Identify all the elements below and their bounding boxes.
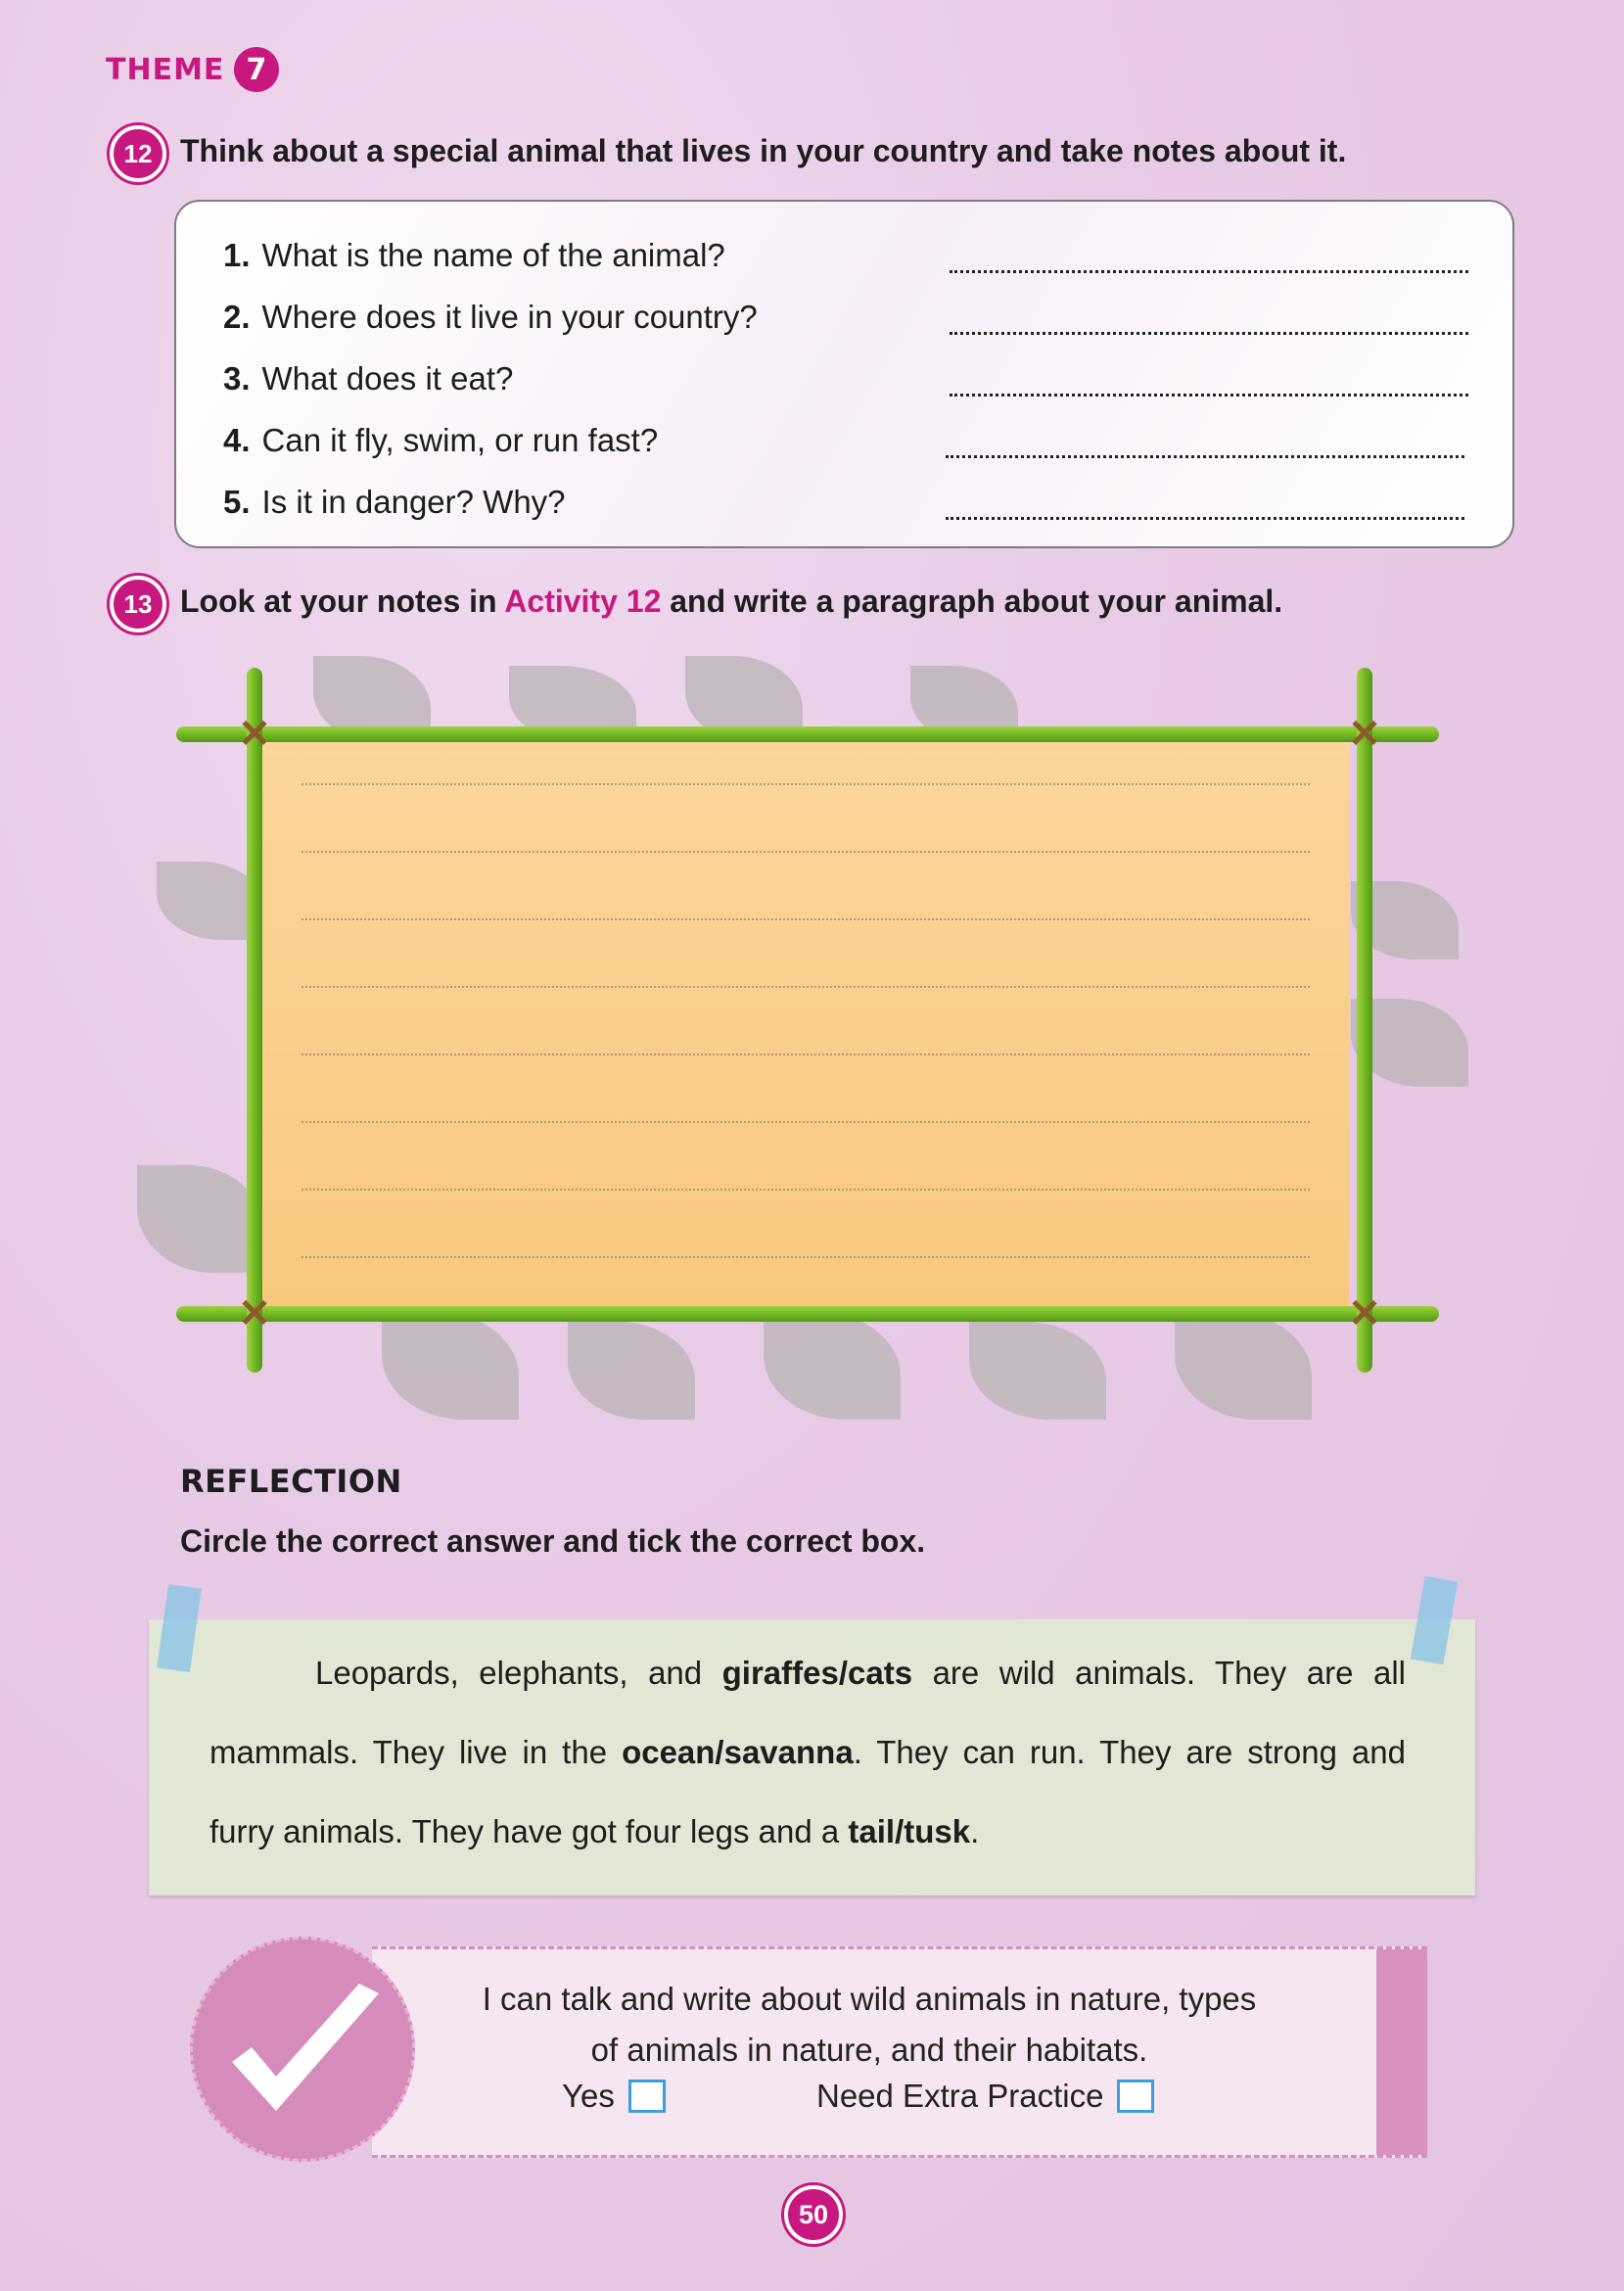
- rope-knot-icon: ✕: [238, 713, 271, 756]
- question-text: What does it eat?: [261, 360, 514, 397]
- answer-line[interactable]: [950, 260, 1468, 273]
- bamboo-right: [1357, 668, 1372, 1373]
- leaf-decoration: [568, 1322, 695, 1420]
- reflection-title: REFLECTION: [180, 1463, 402, 1500]
- activity-13-instruction: [180, 584, 1282, 620]
- question-number: 2.: [223, 299, 251, 335]
- theme-number-badge: 7: [234, 47, 279, 92]
- practice-label: Need Extra Practice: [816, 2078, 1104, 2114]
- bamboo-writing-frame: [137, 656, 1468, 1439]
- instruction-text: Look at your notes in: [180, 584, 505, 619]
- choice-ocean-savanna[interactable]: ocean/savanna: [622, 1734, 854, 1770]
- can-do-statement: [448, 1974, 1290, 2076]
- writing-line: [302, 918, 1310, 920]
- writing-line: [302, 1121, 1310, 1123]
- question-number: 3.: [223, 360, 251, 397]
- writing-line: [302, 851, 1310, 853]
- reflection-card: [149, 1619, 1475, 1895]
- question-number: 1.: [223, 237, 251, 273]
- bamboo-left: [247, 668, 262, 1373]
- leaf-decoration: [1175, 1312, 1312, 1420]
- leaf-decoration: [137, 1165, 264, 1273]
- question-row: [223, 293, 758, 342]
- theme-label: THEME: [106, 52, 225, 87]
- rope-knot-icon: ✕: [1348, 713, 1381, 756]
- rope-knot-icon: ✕: [1348, 1292, 1381, 1335]
- writing-area[interactable]: [262, 742, 1349, 1310]
- paragraph-text: Leopards, elephants, and: [315, 1655, 722, 1691]
- rope-knot-icon: ✕: [238, 1292, 271, 1335]
- leaf-decoration: [382, 1312, 519, 1420]
- tape-decoration: [157, 1584, 202, 1672]
- bamboo-top: [176, 726, 1439, 742]
- answer-line[interactable]: [950, 322, 1468, 335]
- page-number: 50: [784, 2185, 843, 2244]
- question-text: Where does it live in your country?: [261, 299, 758, 335]
- choice-tail-tusk[interactable]: tail/tusk: [848, 1813, 971, 1849]
- yes-checkbox[interactable]: [628, 2080, 666, 2113]
- answer-line[interactable]: [946, 507, 1464, 520]
- question-text: Is it in danger? Why?: [261, 484, 566, 520]
- practice-option: [816, 2078, 1154, 2115]
- activity-12-badge: 12: [110, 125, 166, 182]
- choice-giraffes-cats[interactable]: giraffes/cats: [721, 1655, 913, 1691]
- question-number: 5.: [223, 484, 251, 520]
- activity-reference: Activity 12: [504, 584, 662, 619]
- question-text: Can it fly, swim, or run fast?: [261, 422, 659, 458]
- bamboo-bottom: [176, 1306, 1439, 1322]
- question-number: 4.: [223, 422, 251, 458]
- activity-12-instruction: Think about a special animal that lives in your country and take notes about it.: [180, 133, 1347, 168]
- writing-line: [302, 1256, 1310, 1258]
- leaf-decoration: [969, 1322, 1106, 1420]
- answer-line[interactable]: [950, 384, 1468, 397]
- writing-line: [302, 783, 1310, 785]
- activity-13-badge: 13: [110, 576, 166, 632]
- answer-line[interactable]: [946, 445, 1464, 458]
- can-do-line: I can talk and write about wild animals in nature, types: [482, 1981, 1257, 2017]
- paragraph-text: . They can run. They are strong and furry animals. They have got four legs and a: [209, 1734, 1406, 1849]
- question-row: [223, 478, 566, 527]
- self-check-strip: [1376, 1949, 1427, 2155]
- checkmark-badge: [190, 1937, 415, 2162]
- checkmark-icon: [222, 1974, 389, 2130]
- writing-line: [302, 1189, 1310, 1191]
- paragraph-text: .: [970, 1813, 980, 1849]
- theme-header: [106, 47, 279, 92]
- writing-line: [302, 986, 1310, 988]
- instruction-text: and write a paragraph about your animal.: [661, 584, 1283, 619]
- yes-label: Yes: [562, 2078, 615, 2114]
- yes-option: [562, 2078, 666, 2115]
- writing-line: [302, 1053, 1310, 1055]
- reflection-paragraph: [209, 1633, 1406, 1871]
- notes-box: [174, 200, 1514, 548]
- paragraph-text: are wild animals. They are all mammals. They live in the: [209, 1655, 1406, 1770]
- reflection-instruction: Circle the correct answer and tick the correct box.: [180, 1523, 926, 1559]
- tape-decoration: [1411, 1576, 1458, 1665]
- question-row: [223, 416, 658, 465]
- question-row: [223, 231, 725, 280]
- practice-checkbox[interactable]: [1117, 2080, 1154, 2113]
- question-text: What is the name of the animal?: [261, 237, 725, 273]
- can-do-line: of animals in nature, and their habitats.: [590, 2032, 1148, 2068]
- question-row: [223, 354, 513, 403]
- leaf-decoration: [764, 1312, 901, 1420]
